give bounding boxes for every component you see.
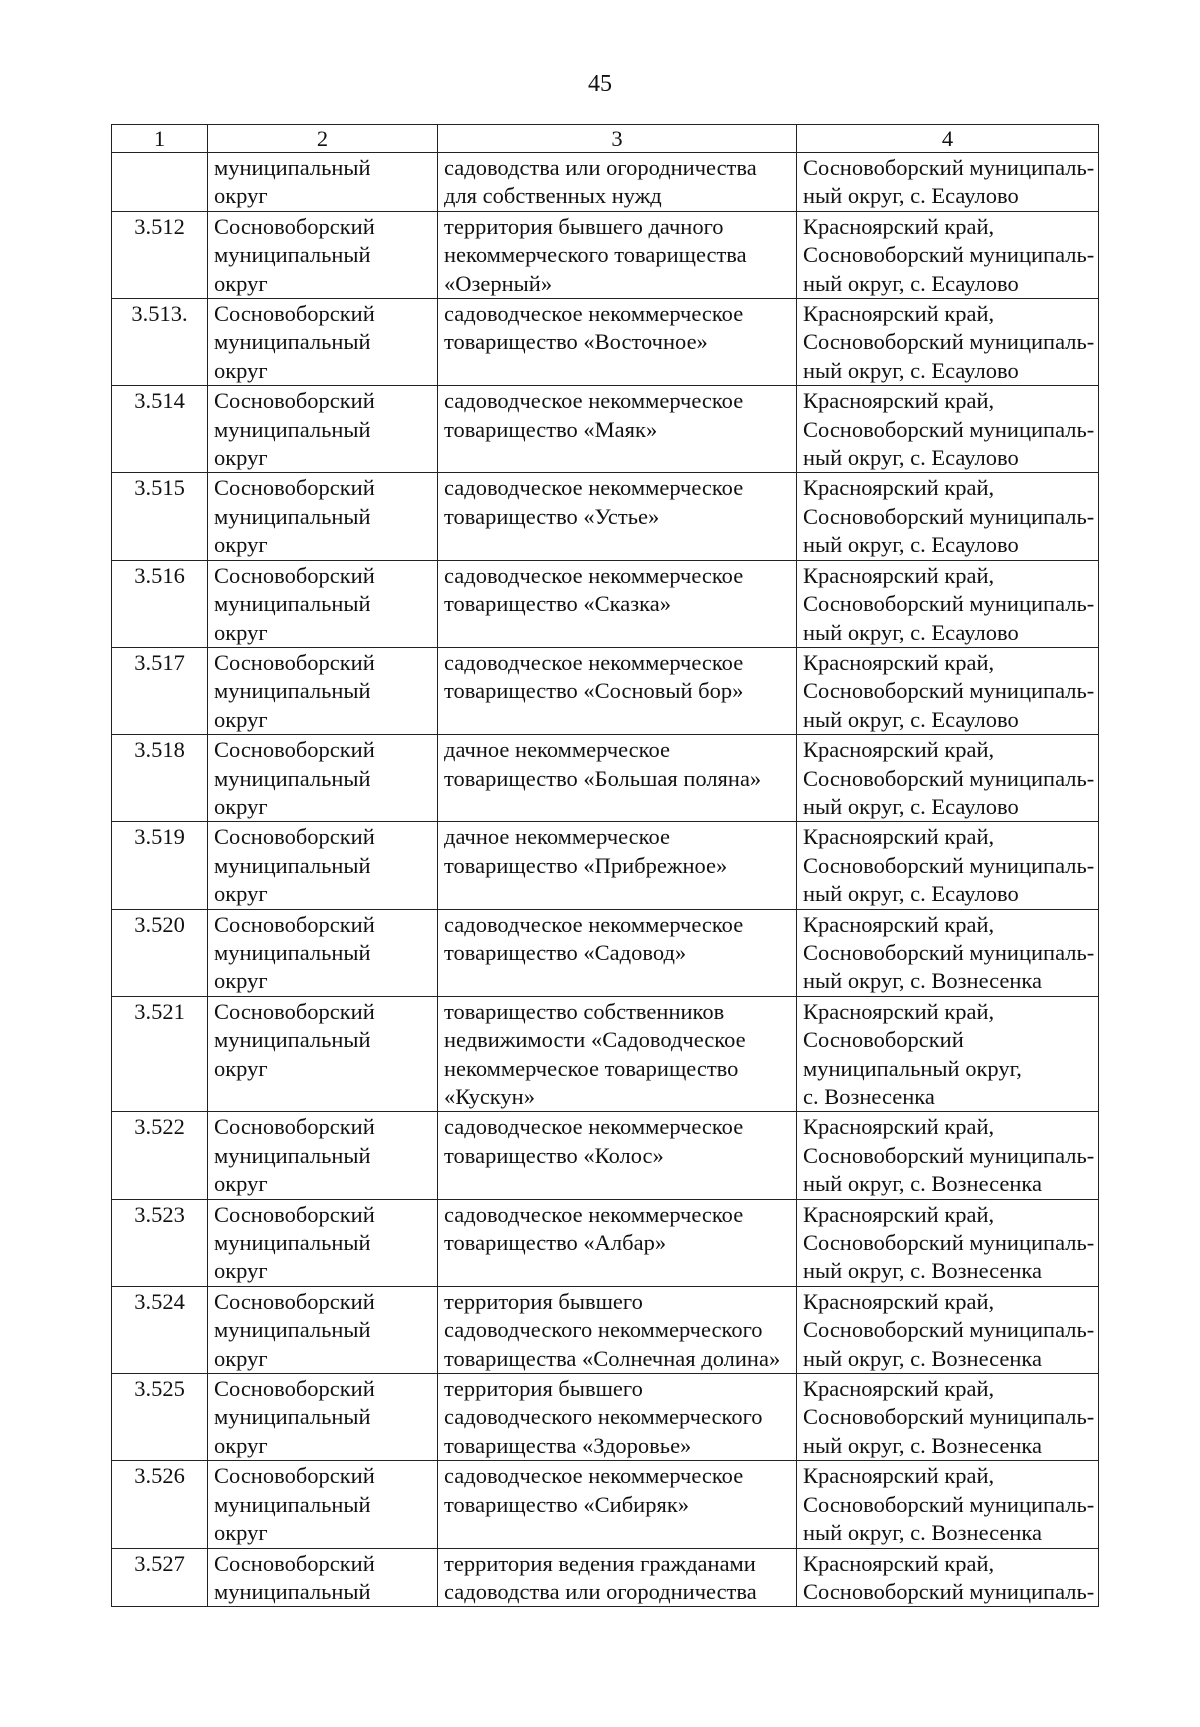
territory-name-cell [438, 1286, 797, 1373]
municipality-line: Сосновоборский [214, 911, 375, 937]
territory-name-line: товарищество «Садовод» [444, 939, 687, 965]
location-line: Сосновоборский муниципаль- [803, 765, 1095, 791]
location-cell [797, 1374, 1099, 1461]
location-cell [797, 153, 1099, 212]
row-number: 3.520 [112, 909, 208, 996]
row-number: 3.516 [112, 560, 208, 647]
municipality-cell [208, 1548, 438, 1607]
territory-name-line: садоводческого некоммерческого [444, 1317, 763, 1343]
territory-name-line: товарищество «Маяк» [444, 416, 658, 442]
location-line: ный округ, с. Вознесенка [803, 1520, 1042, 1546]
territory-name-cell [438, 1199, 797, 1286]
territory-name-line: садоводческое некоммерческое [444, 1463, 744, 1489]
location-cell [797, 1199, 1099, 1286]
location-line: Красноярский край, [803, 1288, 995, 1314]
municipality-line: муниципальный [214, 765, 371, 791]
location-cell [797, 909, 1099, 996]
row-number: 3.518 [112, 735, 208, 822]
territory-name-line: товарищество «Восточное» [444, 329, 708, 355]
territory-name-line: садоводческое некоммерческое [444, 649, 744, 675]
territory-name-cell [438, 1374, 797, 1461]
territory-name-cell [438, 735, 797, 822]
table-row [112, 1199, 1099, 1286]
municipality-cell [208, 1374, 438, 1461]
location-line: Сосновоборский муниципаль- [803, 1317, 1095, 1343]
territory-name-line: садоводства или огородничества [444, 1578, 757, 1604]
municipality-line: округ [214, 1055, 268, 1081]
territory-name-line: садоводческого некоммерческого [444, 1404, 763, 1430]
territory-name-line: садоводческое некоммерческое [444, 562, 744, 588]
location-line: Красноярский край, [803, 475, 995, 501]
territory-name-line: территория бывшего дачного [444, 213, 724, 239]
territory-name-cell [438, 996, 797, 1112]
territory-name-line: для собственных нужд [444, 183, 662, 209]
row-number: 3.523 [112, 1199, 208, 1286]
municipality-line: Сосновоборский [214, 1550, 375, 1576]
territory-name-line: товарищество «Колос» [444, 1142, 664, 1168]
row-number: 3.515 [112, 473, 208, 560]
territory-name-line: территория бывшего [444, 1288, 643, 1314]
location-line: Сосновоборский муниципаль- [803, 1578, 1095, 1604]
location-cell [797, 1286, 1099, 1373]
location-line: ный округ, с. Вознесенка [803, 1258, 1042, 1284]
row-number: 3.526 [112, 1461, 208, 1548]
municipality-cell [208, 1286, 438, 1373]
location-line: ный округ, с. Вознесенка [803, 1171, 1042, 1197]
location-line: Красноярский край, [803, 1114, 995, 1140]
territory-name-line: садоводческое некоммерческое [444, 475, 744, 501]
municipality-line: округ [214, 1432, 268, 1458]
municipality-cell [208, 1199, 438, 1286]
territory-name-line: садоводческое некоммерческое [444, 301, 744, 327]
location-line: Красноярский край, [803, 562, 995, 588]
territory-name-line: товарищество «Прибрежное» [444, 852, 728, 878]
table-row [112, 386, 1099, 473]
column-number-header: 3 [438, 125, 797, 153]
table-row [112, 1461, 1099, 1548]
municipality-line: округ [214, 1520, 268, 1546]
territory-name-line: некоммерческое товарищество [444, 1055, 739, 1081]
municipality-line: муниципальный [214, 1578, 371, 1604]
municipality-line: Сосновоборский [214, 388, 375, 414]
location-line: Сосновоборский муниципаль- [803, 329, 1095, 355]
territory-name-cell [438, 1461, 797, 1548]
municipality-line: округ [214, 1345, 268, 1371]
registry-table-body [112, 125, 1099, 1607]
row-number: 3.521 [112, 996, 208, 1112]
location-cell [797, 822, 1099, 909]
municipality-line: округ [214, 532, 268, 558]
location-line: Сосновоборский муниципаль- [803, 852, 1095, 878]
municipality-line: муниципальный [214, 416, 371, 442]
municipality-cell [208, 909, 438, 996]
row-number: 3.517 [112, 647, 208, 734]
municipality-line: муниципальный [214, 1230, 371, 1256]
municipality-line: округ [214, 881, 268, 907]
municipality-line: муниципальный [214, 329, 371, 355]
row-number [112, 153, 208, 212]
column-number-header: 2 [208, 125, 438, 153]
table-row [112, 1286, 1099, 1373]
location-line: Сосновоборский муниципаль- [803, 939, 1095, 965]
column-number-header: 4 [797, 125, 1099, 153]
territory-name-line: садоводческое некоммерческое [444, 1201, 744, 1227]
territory-name-line: товарищество «Большая поляна» [444, 765, 762, 791]
location-line: ный округ, с. Есаулово [803, 706, 1019, 732]
table-row [112, 153, 1099, 212]
territory-name-cell [438, 153, 797, 212]
location-line: Красноярский край, [803, 1201, 995, 1227]
municipality-line: муниципальный [214, 503, 371, 529]
municipality-line: округ [214, 1258, 268, 1284]
location-line: ный округ, с. Есаулово [803, 445, 1019, 471]
municipality-line: муниципальный [214, 1027, 371, 1053]
location-line: Красноярский край, [803, 649, 995, 675]
location-line: Сосновоборский муниципаль- [803, 1404, 1095, 1430]
municipality-cell [208, 386, 438, 473]
territory-name-line: товарищество «Сибиряк» [444, 1491, 689, 1517]
territory-name-line: товарищества «Солнечная долина» [444, 1345, 781, 1371]
municipality-cell [208, 1461, 438, 1548]
territory-name-cell [438, 299, 797, 386]
territory-name-line: дачное некоммерческое [444, 824, 670, 850]
municipality-cell [208, 735, 438, 822]
municipality-line: Сосновоборский [214, 213, 375, 239]
municipality-line: Сосновоборский [214, 562, 375, 588]
municipality-cell [208, 560, 438, 647]
territory-name-line: некоммерческого товарищества [444, 242, 747, 268]
territory-name-line: товарищество «Сосновый бор» [444, 678, 744, 704]
location-line: Сосновоборский муниципаль- [803, 678, 1095, 704]
territory-name-cell [438, 211, 797, 298]
municipality-line: округ [214, 270, 268, 296]
location-line: Красноярский край, [803, 737, 995, 763]
municipality-line: муниципальный [214, 1317, 371, 1343]
territory-name-line: садоводства или огородничества [444, 155, 757, 180]
municipality-line: Сосновоборский [214, 1376, 375, 1402]
row-number: 3.527 [112, 1548, 208, 1607]
table-row [112, 1374, 1099, 1461]
location-line: ный округ, с. Вознесенка [803, 968, 1042, 994]
location-line: ный округ, с. Есаулово [803, 532, 1019, 558]
table-row [112, 473, 1099, 560]
municipality-cell [208, 299, 438, 386]
municipality-line: округ [214, 968, 268, 994]
municipality-line: Сосновоборский [214, 301, 375, 327]
location-cell [797, 996, 1099, 1112]
municipality-line: муниципальный [214, 155, 371, 180]
territory-name-line: товарищество «Сказка» [444, 591, 671, 617]
location-line: ный округ, с. Есаулово [803, 270, 1019, 296]
row-number: 3.512 [112, 211, 208, 298]
location-cell [797, 386, 1099, 473]
territory-name-cell [438, 909, 797, 996]
location-line: Сосновоборский муниципаль- [803, 1142, 1095, 1168]
location-cell [797, 1548, 1099, 1607]
municipality-line: муниципальный [214, 242, 371, 268]
location-line: Красноярский край, [803, 213, 995, 239]
municipality-line: округ [214, 445, 268, 471]
municipality-line: муниципальный [214, 591, 371, 617]
municipality-line: муниципальный [214, 939, 371, 965]
territory-name-line: товарищество «Албар» [444, 1230, 667, 1256]
municipality-line: округ [214, 183, 268, 209]
municipality-line: муниципальный [214, 1404, 371, 1430]
row-number: 3.514 [112, 386, 208, 473]
location-line: с. Вознесенка [803, 1084, 935, 1109]
location-line: Красноярский край, [803, 1550, 995, 1576]
location-line: Красноярский край, [803, 824, 995, 850]
territory-name-cell [438, 386, 797, 473]
territory-name-line: товарищества «Здоровье» [444, 1432, 692, 1458]
municipality-line: Сосновоборский [214, 649, 375, 675]
municipality-line: Сосновоборский [214, 998, 375, 1024]
location-line: ный округ, с. Есаулово [803, 357, 1019, 383]
row-number: 3.522 [112, 1112, 208, 1199]
location-line: ный округ, с. Вознесенка [803, 1432, 1042, 1458]
location-line: Сосновоборский муниципаль- [803, 503, 1095, 529]
location-line: ный округ, с. Есаулово [803, 793, 1019, 819]
municipality-line: округ [214, 793, 268, 819]
table-row [112, 996, 1099, 1112]
table-row [112, 211, 1099, 298]
municipality-line: Сосновоборский [214, 475, 375, 501]
table-row [112, 1548, 1099, 1607]
location-line: Красноярский край, [803, 388, 995, 414]
location-line: Сосновоборский муниципаль- [803, 155, 1095, 180]
municipality-line: округ [214, 706, 268, 732]
location-line: муниципальный округ, [803, 1055, 1022, 1081]
territory-name-cell [438, 560, 797, 647]
territory-name-cell [438, 1112, 797, 1199]
row-number: 3.519 [112, 822, 208, 909]
row-number: 3.524 [112, 1286, 208, 1373]
municipality-line: муниципальный [214, 852, 371, 878]
territory-name-line: территория ведения гражданами [444, 1550, 756, 1576]
territory-name-cell [438, 822, 797, 909]
page-number: 45 [588, 71, 612, 97]
location-line: ный округ, с. Есаулово [803, 183, 1019, 209]
municipality-cell [208, 647, 438, 734]
municipality-line: муниципальный [214, 1491, 371, 1517]
location-line: Сосновоборский [803, 1027, 964, 1053]
municipality-line: округ [214, 357, 268, 383]
municipality-line: округ [214, 1171, 268, 1197]
location-line: Сосновоборский муниципаль- [803, 591, 1095, 617]
location-line: Сосновоборский муниципаль- [803, 242, 1095, 268]
table-header-row [112, 125, 1099, 153]
location-line: Сосновоборский муниципаль- [803, 1491, 1095, 1517]
location-line: Красноярский край, [803, 1463, 995, 1489]
territory-name-line: товарищество собственников [444, 998, 725, 1024]
location-line: Сосновоборский муниципаль- [803, 416, 1095, 442]
registry-table [111, 124, 1099, 1607]
territory-name-cell [438, 647, 797, 734]
municipality-line: Сосновоборский [214, 737, 375, 763]
location-line: Красноярский край, [803, 1376, 995, 1402]
location-cell [797, 647, 1099, 734]
territory-name-line: «Кускун» [444, 1084, 535, 1109]
municipality-cell [208, 473, 438, 560]
location-cell [797, 1461, 1099, 1548]
location-line: ный округ, с. Есаулово [803, 881, 1019, 907]
territory-name-line: товарищество «Устье» [444, 503, 660, 529]
table-row [112, 735, 1099, 822]
municipality-line: Сосновоборский [214, 1288, 375, 1314]
territory-name-line: территория бывшего [444, 1376, 643, 1402]
table-row [112, 299, 1099, 386]
table-row [112, 1112, 1099, 1199]
location-cell [797, 299, 1099, 386]
territory-name-line: «Озерный» [444, 270, 553, 296]
table-row [112, 560, 1099, 647]
territory-name-line: садоводческое некоммерческое [444, 388, 744, 414]
table-row [112, 822, 1099, 909]
territory-name-line: дачное некоммерческое [444, 737, 670, 763]
column-number-header: 1 [112, 125, 208, 153]
location-cell [797, 735, 1099, 822]
location-line: Красноярский край, [803, 911, 995, 937]
row-number: 3.525 [112, 1374, 208, 1461]
table-row [112, 909, 1099, 996]
municipality-cell [208, 996, 438, 1112]
municipality-cell [208, 822, 438, 909]
municipality-cell [208, 211, 438, 298]
table-row [112, 647, 1099, 734]
territory-name-line: недвижимости «Садоводческое [444, 1027, 746, 1053]
municipality-line: Сосновоборский [214, 1201, 375, 1227]
municipality-line: Сосновоборский [214, 824, 375, 850]
location-cell [797, 211, 1099, 298]
location-line: ный округ, с. Есаулово [803, 619, 1019, 645]
municipality-line: Сосновоборский [214, 1114, 375, 1140]
municipality-line: муниципальный [214, 678, 371, 704]
territory-name-line: садоводческое некоммерческое [444, 1114, 744, 1140]
row-number: 3.513. [112, 299, 208, 386]
location-line: Красноярский край, [803, 301, 995, 327]
municipality-line: муниципальный [214, 1142, 371, 1168]
location-cell [797, 473, 1099, 560]
location-line: Сосновоборский муниципаль- [803, 1230, 1095, 1256]
location-line: Красноярский край, [803, 998, 995, 1024]
municipality-line: округ [214, 619, 268, 645]
municipality-line: Сосновоборский [214, 1463, 375, 1489]
municipality-cell [208, 1112, 438, 1199]
municipality-cell [208, 153, 438, 212]
location-cell [797, 560, 1099, 647]
location-line: ный округ, с. Вознесенка [803, 1345, 1042, 1371]
territory-name-cell [438, 1548, 797, 1607]
territory-name-cell [438, 473, 797, 560]
territory-name-line: садоводческое некоммерческое [444, 911, 744, 937]
location-cell [797, 1112, 1099, 1199]
